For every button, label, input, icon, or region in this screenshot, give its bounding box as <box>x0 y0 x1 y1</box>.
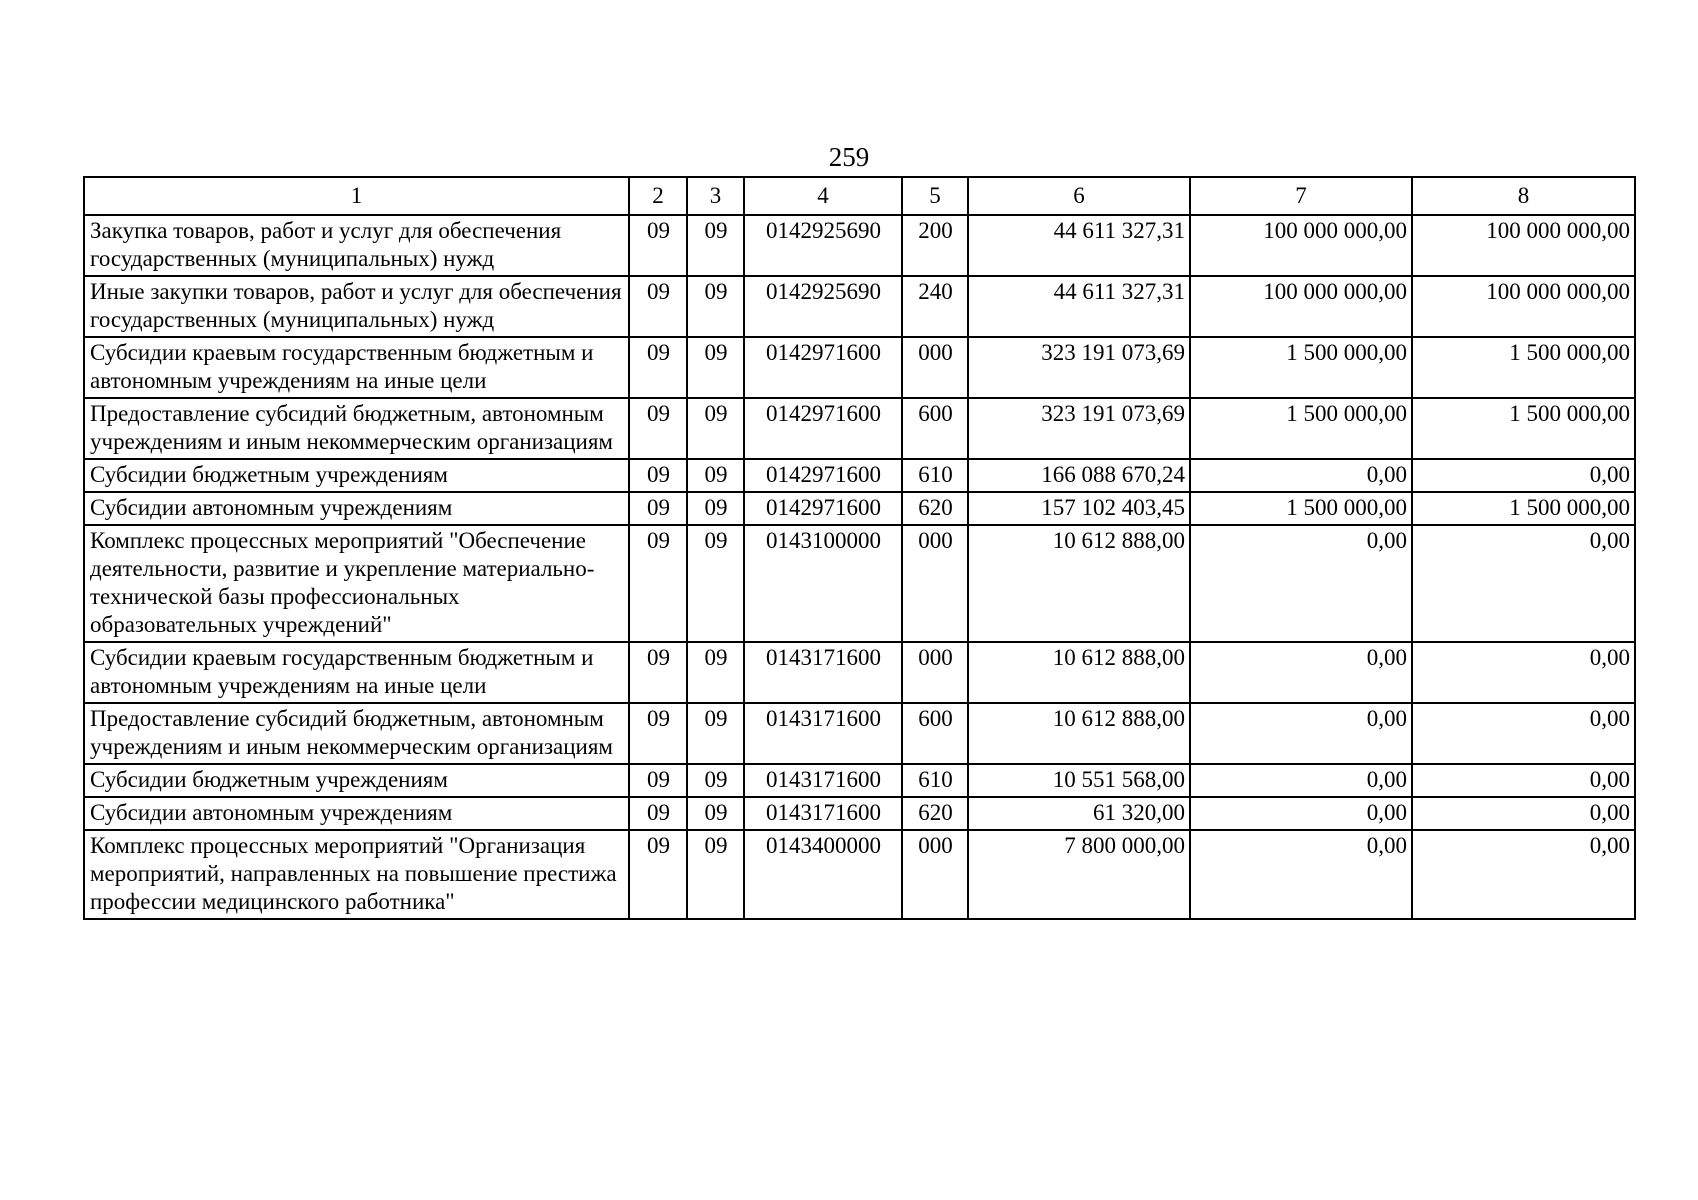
amount-col-7: 1 500 000,00 <box>1190 337 1412 398</box>
amount-col-6: 323 191 073,69 <box>968 398 1190 459</box>
subsection-code: 09 <box>687 492 744 525</box>
amount-col-7: 100 000 000,00 <box>1190 215 1412 276</box>
table-row <box>84 276 1635 337</box>
amount-col-6: 10 551 568,00 <box>968 764 1190 797</box>
amount-col-6: 157 102 403,45 <box>968 492 1190 525</box>
subsection-code: 09 <box>687 215 744 276</box>
section-code: 09 <box>629 830 687 919</box>
section-code: 09 <box>629 276 687 337</box>
expense-type-code: 620 <box>902 492 968 525</box>
subsection-code: 09 <box>687 797 744 830</box>
amount-col-7: 0,00 <box>1190 642 1412 703</box>
item-name: Субсидии бюджетным учреждениям <box>84 459 629 492</box>
amount-col-6: 323 191 073,69 <box>968 337 1190 398</box>
table-row <box>84 492 1635 525</box>
amount-col-7: 1 500 000,00 <box>1190 492 1412 525</box>
amount-col-6: 166 088 670,24 <box>968 459 1190 492</box>
amount-col-6: 44 611 327,31 <box>968 215 1190 276</box>
item-name: Субсидии бюджетным учреждениям <box>84 764 629 797</box>
target-item-code: 0142971600 <box>744 492 902 525</box>
subsection-code: 09 <box>687 525 744 642</box>
amount-col-8: 0,00 <box>1412 459 1635 492</box>
amount-col-7: 1 500 000,00 <box>1190 398 1412 459</box>
target-item-code: 0142925690 <box>744 215 902 276</box>
item-name: Предоставление субсидий бюджетным, автономным учреждениям и иным некоммерческим организациям <box>84 703 629 764</box>
amount-col-7: 0,00 <box>1190 830 1412 919</box>
column-header: 4 <box>744 177 902 215</box>
section-code: 09 <box>629 459 687 492</box>
amount-col-7: 0,00 <box>1190 797 1412 830</box>
amount-col-6: 61 320,00 <box>968 797 1190 830</box>
section-code: 09 <box>629 398 687 459</box>
subsection-code: 09 <box>687 703 744 764</box>
table-row <box>84 337 1635 398</box>
section-code: 09 <box>629 642 687 703</box>
expense-type-code: 620 <box>902 797 968 830</box>
item-name: Субсидии краевым государственным бюджетным и автономным учреждениям на иные цели <box>84 337 629 398</box>
expense-type-code: 000 <box>902 830 968 919</box>
item-name: Комплекс процессных мероприятий "Обеспечение деятельности, развитие и укрепление материально-технической базы профессиональных образовательных учреждений" <box>84 525 629 642</box>
table-row <box>84 797 1635 830</box>
amount-col-8: 1 500 000,00 <box>1412 492 1635 525</box>
target-item-code: 0142971600 <box>744 337 902 398</box>
item-name: Субсидии автономным учреждениям <box>84 797 629 830</box>
item-name: Иные закупки товаров, работ и услуг для обеспечения государственных (муниципальных) нужд <box>84 276 629 337</box>
expense-type-code: 000 <box>902 525 968 642</box>
expense-type-code: 240 <box>902 276 968 337</box>
subsection-code: 09 <box>687 337 744 398</box>
subsection-code: 09 <box>687 830 744 919</box>
amount-col-7: 0,00 <box>1190 525 1412 642</box>
target-item-code: 0142971600 <box>744 398 902 459</box>
table-row <box>84 642 1635 703</box>
amount-col-8: 1 500 000,00 <box>1412 337 1635 398</box>
table-row <box>84 215 1635 276</box>
target-item-code: 0143171600 <box>744 797 902 830</box>
amount-col-8: 0,00 <box>1412 703 1635 764</box>
target-item-code: 0143171600 <box>744 642 902 703</box>
subsection-code: 09 <box>687 398 744 459</box>
column-header: 6 <box>968 177 1190 215</box>
target-item-code: 0143171600 <box>744 764 902 797</box>
section-code: 09 <box>629 337 687 398</box>
column-header: 3 <box>687 177 744 215</box>
subsection-code: 09 <box>687 276 744 337</box>
page-number: 259 <box>828 142 870 172</box>
expense-type-code: 610 <box>902 764 968 797</box>
section-code: 09 <box>629 797 687 830</box>
amount-col-8: 0,00 <box>1412 797 1635 830</box>
amount-col-7: 0,00 <box>1190 459 1412 492</box>
table-row <box>84 830 1635 919</box>
target-item-code: 0143100000 <box>744 525 902 642</box>
target-item-code: 0143171600 <box>744 703 902 764</box>
column-header: 5 <box>902 177 968 215</box>
subsection-code: 09 <box>687 642 744 703</box>
amount-col-6: 10 612 888,00 <box>968 703 1190 764</box>
budget-table <box>83 176 1636 920</box>
amount-col-8: 0,00 <box>1412 830 1635 919</box>
target-item-code: 0142925690 <box>744 276 902 337</box>
item-name: Субсидии краевым государственным бюджетным и автономным учреждениям на иные цели <box>84 642 629 703</box>
table-row <box>84 398 1635 459</box>
section-code: 09 <box>629 525 687 642</box>
amount-col-7: 0,00 <box>1190 764 1412 797</box>
expense-type-code: 600 <box>902 398 968 459</box>
section-code: 09 <box>629 492 687 525</box>
header-row <box>84 177 1635 215</box>
item-name: Закупка товаров, работ и услуг для обеспечения государственных (муниципальных) нужд <box>84 215 629 276</box>
section-code: 09 <box>629 703 687 764</box>
item-name: Комплекс процессных мероприятий "Организация мероприятий, направленных на повышение престижа профессии медицинского работника" <box>84 830 629 919</box>
amount-col-8: 0,00 <box>1412 525 1635 642</box>
table-row <box>84 703 1635 764</box>
table-row <box>84 764 1635 797</box>
amount-col-7: 100 000 000,00 <box>1190 276 1412 337</box>
item-name: Предоставление субсидий бюджетным, автономным учреждениям и иным некоммерческим организациям <box>84 398 629 459</box>
expense-type-code: 000 <box>902 337 968 398</box>
amount-col-6: 44 611 327,31 <box>968 276 1190 337</box>
item-name: Субсидии автономным учреждениям <box>84 492 629 525</box>
amount-col-6: 7 800 000,00 <box>968 830 1190 919</box>
expense-type-code: 600 <box>902 703 968 764</box>
expense-type-code: 200 <box>902 215 968 276</box>
table-row <box>84 525 1635 642</box>
target-item-code: 0143400000 <box>744 830 902 919</box>
column-header: 7 <box>1190 177 1412 215</box>
section-code: 09 <box>629 215 687 276</box>
amount-col-6: 10 612 888,00 <box>968 525 1190 642</box>
amount-col-8: 0,00 <box>1412 642 1635 703</box>
amount-col-8: 100 000 000,00 <box>1412 215 1635 276</box>
target-item-code: 0142971600 <box>744 459 902 492</box>
column-header: 8 <box>1412 177 1635 215</box>
amount-col-8: 1 500 000,00 <box>1412 398 1635 459</box>
subsection-code: 09 <box>687 459 744 492</box>
amount-col-6: 10 612 888,00 <box>968 642 1190 703</box>
subsection-code: 09 <box>687 764 744 797</box>
section-code: 09 <box>629 764 687 797</box>
expense-type-code: 610 <box>902 459 968 492</box>
amount-col-7: 0,00 <box>1190 703 1412 764</box>
expense-type-code: 000 <box>902 642 968 703</box>
column-header: 1 <box>84 177 629 215</box>
column-header: 2 <box>629 177 687 215</box>
table-row <box>84 459 1635 492</box>
amount-col-8: 0,00 <box>1412 764 1635 797</box>
amount-col-8: 100 000 000,00 <box>1412 276 1635 337</box>
